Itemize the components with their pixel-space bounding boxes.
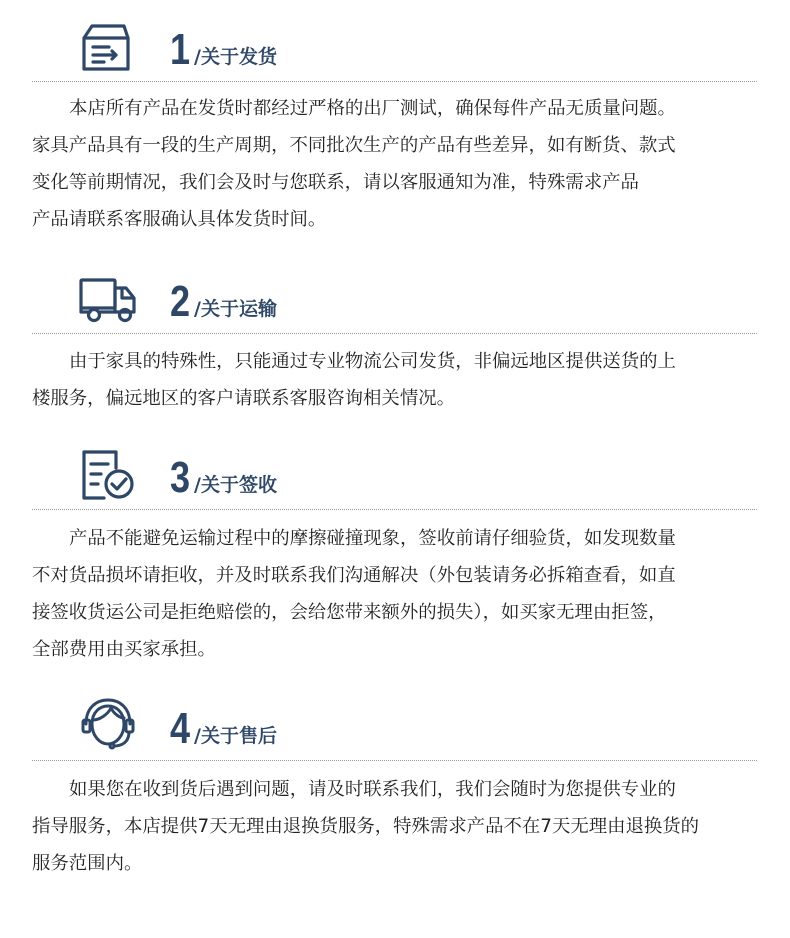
section-body	[32, 90, 790, 238]
section-body-text: 本店所有产品在发货时都经过严格的出厂测试，确保每件产品无质量问题。 家具产品具有一段的生产周期，不同批次生产的产品有些差异，如有断货、款式 变化等前期情况，我们会及时与您联系，请以客服通知为准，特殊需求产品 产品请联系客服确认具体发货时间。	[32, 98, 676, 230]
divider	[32, 333, 757, 334]
section-body	[32, 520, 790, 668]
section-title: /关于运输	[194, 298, 277, 320]
divider	[32, 760, 757, 761]
section-number: 2	[170, 277, 190, 326]
section-title: /关于售后	[194, 725, 277, 747]
section-heading	[170, 704, 277, 753]
delivery-truck-icon	[78, 274, 138, 326]
section-body-text: 由于家具的特殊性，只能通过专业物流公司发货，非偏远地区提供送货的上 楼服务，偏远地区的客户请联系客服咨询相关情况。	[32, 351, 676, 409]
section-number: 1	[170, 25, 190, 74]
customer-service-icon	[78, 698, 138, 750]
section-heading	[170, 277, 277, 326]
section-body-text: 产品不能避免运输过程中的摩擦碰撞现象，签收前请仔细验货，如发现数量 不对货品损坏请拒收，并及时联系我们沟通解决（外包装请务必拆箱查看，如直 接签收货运公司是拒绝赔偿的，会给您带来额外的损失），如买家无理由拒签， 全部费用由买家承担。	[32, 528, 676, 660]
document-check-icon	[78, 448, 138, 500]
section-number: 3	[170, 453, 190, 502]
shipping-box-icon	[78, 22, 138, 74]
section-number: 4	[170, 704, 190, 753]
section-body	[32, 771, 790, 882]
section-body-text: 如果您在收到货后遇到问题，请及时联系我们，我们会随时为您提供专业的 指导服务，本店提供7天无理由退换货服务，特殊需求产品不在7天无理由退换货的 服务范围内。	[32, 779, 700, 874]
divider	[32, 81, 757, 82]
section-title: /关于发货	[194, 46, 277, 68]
section-heading	[170, 453, 277, 502]
section-body	[32, 343, 790, 417]
divider	[32, 509, 757, 510]
section-heading	[170, 25, 277, 74]
section-title: /关于签收	[194, 474, 277, 496]
